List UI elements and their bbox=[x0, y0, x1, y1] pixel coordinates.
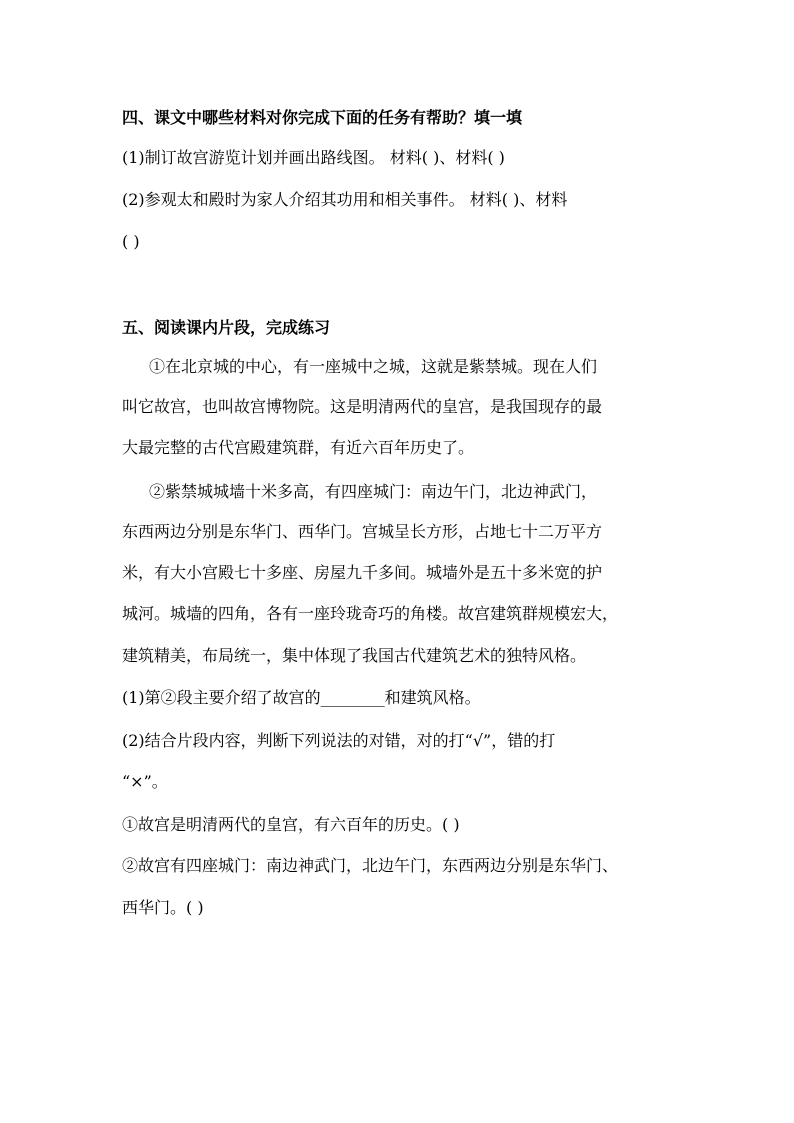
section-4-question-2: (2)参观太和殿时为家人介绍其功用和相关事件。 材料( )、材料 bbox=[122, 190, 568, 209]
section-5-question-2-continued: “×”。 bbox=[122, 772, 168, 791]
passage-line: 米，有大小宫殿七十多座、房屋九千多间。城墙外是五十多米宽的护 bbox=[122, 563, 603, 582]
judgement-item-2-continued: 西华门。( ) bbox=[122, 898, 204, 917]
section-5-question-1: (1)第②段主要介绍了故宫的________和建筑风格。 bbox=[122, 688, 481, 707]
section-5-title: 五、阅读课内片段，完成练习 bbox=[122, 318, 331, 337]
passage-line: 大最完整的古代宫殿建筑群，有近六百年历史了。 bbox=[122, 438, 475, 457]
section-4-title: 四、课文中哪些材料对你完成下面的任务有帮助？填一填 bbox=[122, 108, 523, 127]
passage-line: ①在北京城的中心，有一座城中之城，这就是紫禁城。现在人们 bbox=[149, 357, 598, 376]
judgement-item-2: ②故宫有四座城门：南边神武门，北边午门，东西两边分别是东华门、 bbox=[122, 856, 619, 875]
passage-line: ②紫禁城城墙十米多高，有四座城门：南边午门，北边神武门， bbox=[149, 482, 598, 501]
passage-line: 东西两边分别是东华门、西华门。宫城呈长方形，占地七十二万平方 bbox=[122, 522, 603, 541]
judgement-item-1: ①故宫是明清两代的皇宫，有六百年的历史。( ) bbox=[122, 815, 460, 834]
passage-line: 建筑精美，布局统一，集中体现了我国古代建筑艺术的独特风格。 bbox=[122, 646, 587, 665]
section-5-question-2: (2)结合片段内容，判断下列说法的对错，对的打“√”，错的打 bbox=[122, 731, 556, 750]
section-4-question-1: (1)制订故宫游览计划并画出路线图。 材料( )、材料( ) bbox=[122, 148, 505, 167]
passage-line: 城河。城墙的四角，各有一座玲珑奇巧的角楼。故宫建筑群规模宏大， bbox=[122, 604, 619, 623]
passage-line: 叫它故宫，也叫故宫博物院。这是明清两代的皇宫，是我国现存的最 bbox=[122, 397, 603, 416]
section-4-question-2-continued: ( ) bbox=[122, 232, 140, 251]
